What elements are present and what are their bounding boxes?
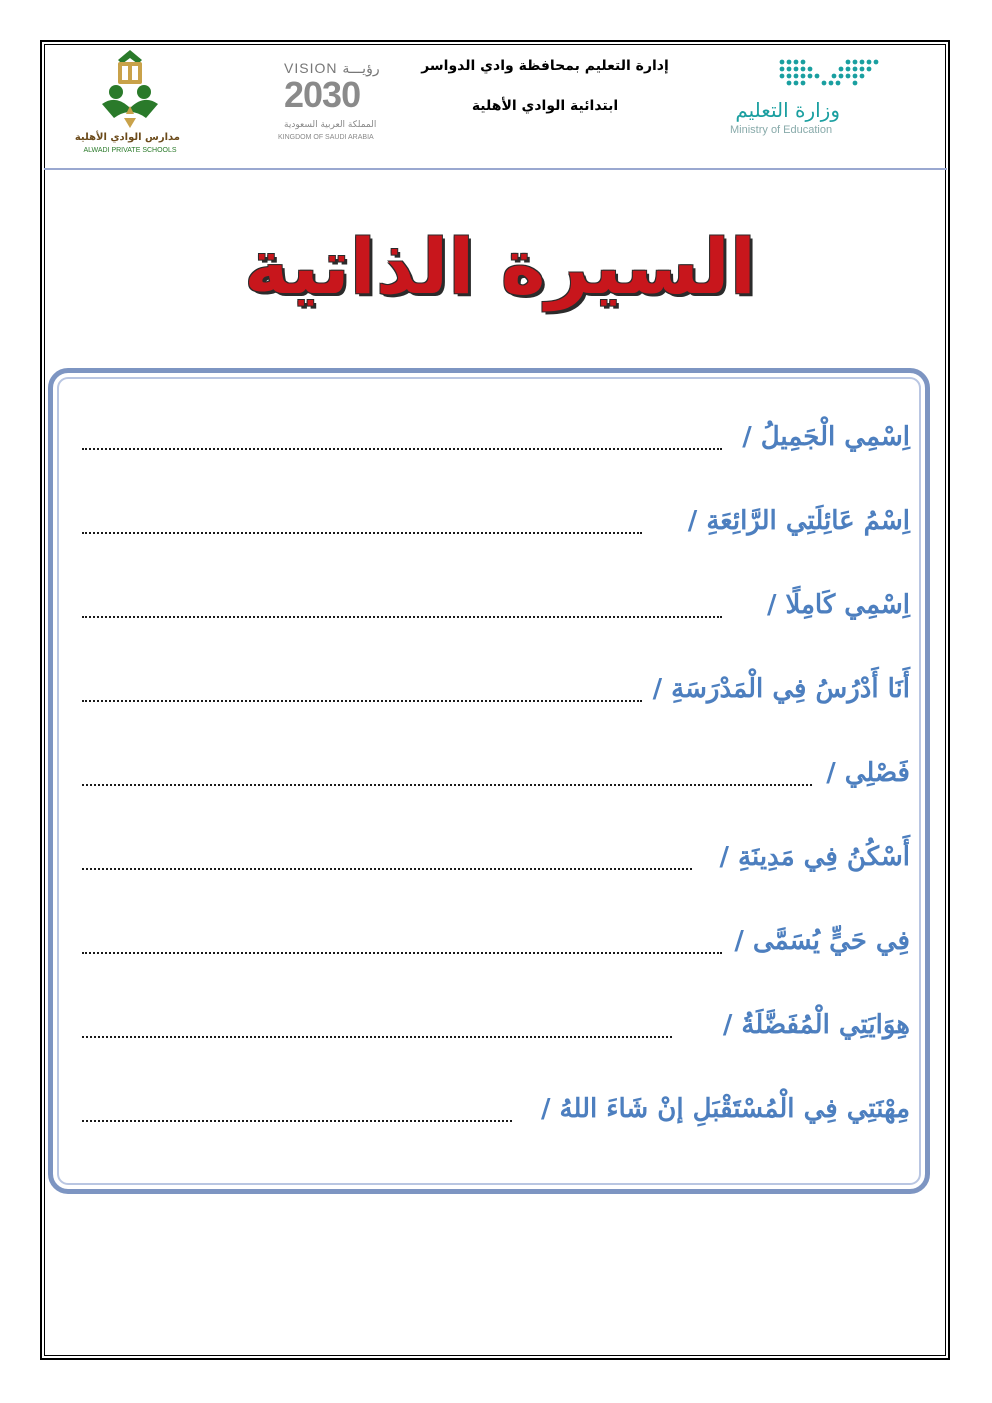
ministry-name-english: Ministry of Education [730, 124, 833, 136]
answer-line[interactable] [82, 616, 722, 618]
form-label: أَسْكُنُ فِي مَدِينَةِ / [719, 842, 910, 872]
ministry-name-arabic: وزارة التعليم [735, 98, 840, 122]
vision-wordmark: VISION رؤيـــة [284, 60, 380, 76]
form-label: فَصْلِي / [826, 758, 910, 788]
vision-year: 2030 [284, 74, 361, 115]
form-row-future-job [82, 1084, 910, 1134]
school-logo [74, 48, 180, 160]
form-label: هِوَايَتِي الْمُفَضَّلَةُ / [722, 1010, 910, 1040]
vision-kingdom-arabic: المملكة العربية السعودية [284, 120, 377, 130]
answer-line[interactable] [82, 700, 642, 702]
form-row-hobby [82, 1000, 910, 1050]
header-divider [44, 168, 947, 170]
form-row-first-name [82, 412, 910, 462]
form-label: اِسْمِي الْجَمِيلُ / [742, 422, 910, 452]
school-logo-arabic: مدارس الوادي الأهلية [74, 132, 180, 143]
answer-line[interactable] [82, 532, 642, 534]
form-label: مِهْنَتِي فِي الْمُسْتَقْبَلِ إنْ شَاءَ اللهُ / [540, 1094, 910, 1124]
answer-line[interactable] [82, 784, 812, 786]
answer-line[interactable] [82, 448, 722, 450]
form-row-district [82, 916, 910, 966]
ministry-logo [722, 52, 892, 142]
alwadi-schools-emblem [80, 48, 180, 132]
form-row-class [82, 748, 910, 798]
education-administration-line: إدارة التعليم بمحافظة وادي الدواسر [421, 58, 669, 74]
form-row-school [82, 664, 910, 714]
answer-line[interactable] [82, 868, 692, 870]
page-title: السيرة الذاتية [244, 222, 756, 311]
form-label: اِسْمِي كَامِلًا / [766, 590, 910, 620]
form-row-family-name [82, 496, 910, 546]
vision-2030-logo [270, 56, 390, 152]
vision-kingdom-english: KINGDOM OF SAUDI ARABIA [278, 134, 374, 141]
school-logo-english: ALWADI PRIVATE SCHOOLS [83, 147, 177, 154]
school-name-line: ابتدائية الوادي الأهلية [471, 98, 619, 114]
form-row-city [82, 832, 910, 882]
form-label: اِسْمُ عَائِلَتِي الرَّائِعَةِ / [687, 506, 910, 536]
answer-line[interactable] [82, 1120, 512, 1122]
ministry-of-education-dots-logo [778, 56, 882, 92]
form-row-full-name [82, 580, 910, 630]
form-label: أَنَا أَدْرُسُ فِي الْمَدْرَسَةِ / [652, 674, 910, 704]
form-label: فِي حَيٍّ يُسَمَّى / [734, 926, 910, 956]
answer-line[interactable] [82, 1036, 672, 1038]
answer-line[interactable] [82, 952, 722, 954]
